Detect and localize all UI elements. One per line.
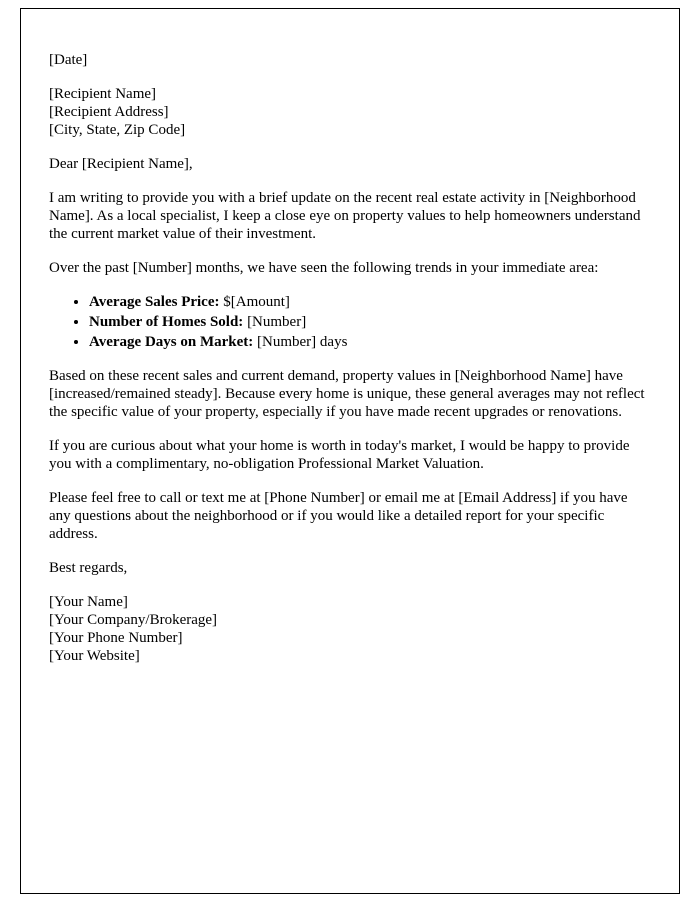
letter-page bbox=[20, 8, 680, 894]
stat-value: [Number] bbox=[243, 314, 307, 330]
stat-value: [Number] days bbox=[253, 334, 348, 350]
stat-days-on-market bbox=[89, 333, 649, 351]
paragraph-intro: I am writing to provide you with a brief update on the recent real estate activity in [Neighborhood Name]. As a local specialist, I keep a close eye on property values to help homeowners understand the current market value of their investment. bbox=[49, 190, 641, 242]
stat-average-sales-price bbox=[89, 293, 649, 311]
signature-website-line: [Your Website] bbox=[49, 648, 140, 664]
signature-company-line: [Your Company/Brokerage] bbox=[49, 612, 218, 628]
recipient-city-line: [City, State, Zip Code] bbox=[49, 122, 186, 138]
signature-block bbox=[49, 593, 649, 665]
salutation-block bbox=[49, 155, 649, 173]
salutation: Dear [Recipient Name], bbox=[49, 156, 193, 172]
market-stats-list bbox=[49, 293, 649, 351]
paragraph-analysis: Based on these recent sales and current demand, property values in [Neighborhood Name] have [increased/remained steady]. Because every home is unique, these general averages may not reflect the specific value of your property, especially if you have made recent upgrades or renovations. bbox=[49, 368, 645, 420]
stat-homes-sold bbox=[89, 313, 649, 331]
stat-value: $[Amount] bbox=[219, 294, 290, 310]
recipient-name-line: [Recipient Name] bbox=[49, 86, 157, 102]
stat-label: Number of Homes Sold: bbox=[89, 314, 244, 330]
stat-label: Average Sales Price: bbox=[89, 294, 220, 310]
signature-name-line: [Your Name] bbox=[49, 594, 128, 610]
paragraph-contact: Please feel free to call or text me at [Phone Number] or email me at [Email Address] if you have any questions about the neighborhood or if you would like a detailed report for your specific address. bbox=[49, 490, 628, 542]
paragraph-offer: If you are curious about what your home is worth in today's market, I would be happy to provide you with a complimentary, no-obligation Professional Market Valuation. bbox=[49, 438, 630, 472]
paragraph-trends-intro: Over the past [Number] months, we have seen the following trends in your immediate area: bbox=[49, 260, 599, 276]
recipient-block bbox=[49, 85, 649, 139]
closing: Best regards, bbox=[49, 560, 128, 576]
date-block bbox=[49, 51, 649, 69]
date-placeholder: [Date] bbox=[49, 52, 88, 68]
signature-phone-line: [Your Phone Number] bbox=[49, 630, 183, 646]
stat-label: Average Days on Market: bbox=[89, 334, 254, 350]
recipient-address-line: [Recipient Address] bbox=[49, 104, 169, 120]
